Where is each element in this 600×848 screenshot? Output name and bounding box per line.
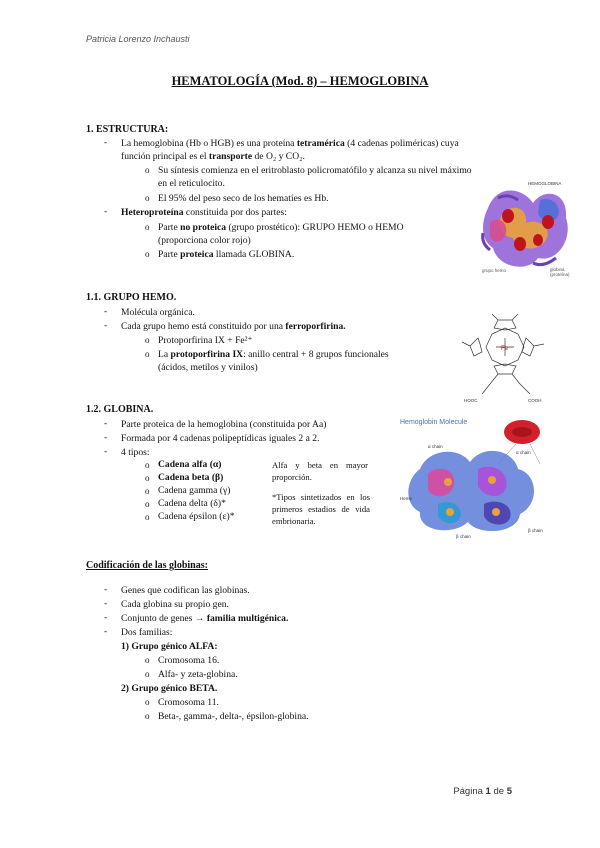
globin-type-item bbox=[145, 459, 265, 472]
image-label-alpha-chain-1: α chain bbox=[428, 444, 443, 449]
bullet-chromosome-11: Cromosoma 11. bbox=[158, 697, 219, 708]
paragraph-heteroprotein: Heteroproteína constituida por dos partes: bbox=[121, 207, 287, 218]
image-label-beta-chain-1: β chain bbox=[456, 534, 471, 539]
dash-marker: - bbox=[104, 137, 108, 148]
heme-hooc-label: HOOC bbox=[464, 398, 478, 403]
section-heading-estructura: 1. ESTRUCTURA: bbox=[86, 124, 169, 135]
bullet-marker: o bbox=[145, 249, 150, 259]
dash-four-types: 4 tipos: bbox=[121, 447, 150, 458]
bullet-marker: o bbox=[145, 193, 150, 203]
image-label-proteina: (proteína) bbox=[550, 272, 570, 277]
dash-gene-set: Conjunto de genes → familia multigénica. bbox=[121, 613, 289, 624]
globin-type-item bbox=[145, 472, 265, 485]
hemoglobin-structure-image bbox=[478, 178, 574, 278]
bullet-marker: o bbox=[145, 499, 150, 509]
dash-marker: - bbox=[104, 418, 108, 429]
bullet-marker: o bbox=[145, 460, 150, 470]
heme-chemical-structure-image bbox=[458, 310, 552, 408]
globin-types-list bbox=[145, 459, 265, 524]
globin-type-label: Cadena gamma (γ) bbox=[158, 485, 231, 496]
dash-two-families: Dos familias: bbox=[121, 627, 173, 638]
image-label-beta-chain-2: β chain bbox=[528, 528, 543, 533]
gene-group-beta: 2) Grupo génico BETA. bbox=[121, 683, 218, 694]
bullet-alfa-zeta: Alfa- y zeta-globina. bbox=[158, 669, 238, 680]
page-title: HEMATOLOGÍA (Mod. 8) – HEMOGLOBINA bbox=[171, 74, 429, 88]
globin-type-item bbox=[145, 485, 265, 498]
hemoglobin-molecule-image bbox=[398, 414, 560, 542]
bullet-marker: o bbox=[145, 655, 150, 665]
dash-organic-molecule: Molécula orgánica. bbox=[121, 307, 195, 318]
dash-genes-code: Genes que codifican las globinas. bbox=[121, 585, 250, 596]
dash-marker: - bbox=[104, 306, 108, 317]
bullet-protein: Parte proteica llamada GLOBINA. bbox=[158, 249, 295, 260]
dash-marker: - bbox=[104, 446, 108, 457]
image-label-globina: globina bbox=[550, 267, 565, 272]
bullet-protoporphyrin-desc-cont: (ácidos, metilos y vinilos) bbox=[158, 362, 258, 373]
bullet-dry-weight: El 95% del peso seco de los hematíes es Hb. bbox=[158, 193, 329, 204]
globin-type-label: Cadena alfa (α) bbox=[158, 459, 222, 470]
globin-type-label: Cadena beta (β) bbox=[158, 472, 224, 483]
dash-ferroporphyrin: Cada grupo hemo está constituido por una ferroporfirina. bbox=[121, 321, 346, 332]
bullet-marker: o bbox=[145, 222, 150, 232]
note-alpha-beta: Alfa y beta en mayor proporción. bbox=[272, 460, 368, 482]
page-number-footer: Página 1 de 5 bbox=[453, 786, 512, 797]
globin-type-item bbox=[145, 511, 265, 524]
page-header-author: Patricia Lorenzo Inchausti bbox=[86, 34, 190, 44]
image-label-grupo-hemo: grupo hemo bbox=[482, 268, 507, 273]
bullet-marker: o bbox=[145, 165, 150, 175]
heme-cooh-label: COOH bbox=[528, 398, 542, 403]
note-embryonic: *Tipos sintetizados en los primeros estadios de vida embrionaria. bbox=[272, 492, 370, 526]
section-heading-globina: 1.2. GLOBINA. bbox=[86, 404, 154, 415]
bullet-marker: o bbox=[145, 335, 150, 345]
bullet-synthesis-cont: en el reticulocito. bbox=[158, 178, 225, 189]
image-label-hemoglobina: HEMOGLOBINA bbox=[528, 181, 562, 186]
dash-globin-chains: Formada por 4 cadenas polipeptídicas iguales 2 a 2. bbox=[121, 433, 320, 444]
paragraph-hb-function: función principal es el transporte de O₂ y CO₂. bbox=[121, 151, 305, 162]
dash-marker: - bbox=[104, 626, 108, 637]
section-heading-grupo-hemo: 1.1. GRUPO HEMO. bbox=[86, 292, 177, 303]
bullet-beta-family: Beta-, gamma-, delta-, épsilon-globina. bbox=[158, 711, 309, 722]
heme-fe-label: Fe bbox=[501, 346, 509, 352]
dash-marker: - bbox=[104, 320, 108, 331]
bullet-protoporphyrin-desc: La protoporfirina IX: anillo central + 8 grupos funcionales bbox=[158, 349, 389, 360]
image-label-alpha-chain-2: α chain bbox=[516, 450, 531, 455]
dash-marker: - bbox=[104, 206, 108, 217]
bullet-marker: o bbox=[145, 486, 150, 496]
dash-own-gene: Cada globina su propio gen. bbox=[121, 599, 229, 610]
image-label-heme: Heme bbox=[400, 496, 413, 501]
section-heading-codificacion: Codificación de las globinas: bbox=[86, 560, 208, 571]
bullet-marker: o bbox=[145, 473, 150, 483]
bullet-protoporphyrin-fe: Protoporfirina IX + Fe²⁺ bbox=[158, 335, 253, 346]
globin-type-label: Cadena delta (δ)* bbox=[158, 498, 226, 509]
gene-group-alfa: 1) Grupo génico ALFA: bbox=[121, 641, 218, 652]
bullet-non-protein-cont: (proporciona color rojo) bbox=[158, 235, 251, 246]
bullet-marker: o bbox=[145, 669, 150, 679]
bullet-chromosome-16: Cromosoma 16. bbox=[158, 655, 220, 666]
bullet-marker: o bbox=[145, 697, 150, 707]
image-title-hemoglobin-molecule: Hemoglobin Molecule bbox=[400, 419, 468, 426]
bullet-marker: o bbox=[145, 711, 150, 721]
dash-globin-part: Parte proteica de la hemoglobina (constituida por Aa) bbox=[121, 419, 327, 430]
bullet-non-protein: Parte no proteica (grupo prostético): GRUPO HEMO o HEMO bbox=[158, 222, 404, 233]
globin-type-label: Cadena épsilon (ε)* bbox=[158, 511, 235, 522]
dash-marker: - bbox=[104, 612, 108, 623]
bullet-marker: o bbox=[145, 512, 150, 522]
globin-type-item bbox=[145, 498, 265, 511]
bullet-marker: o bbox=[145, 349, 150, 359]
paragraph-hb-definition: La hemoglobina (Hb o HGB) es una proteína tetramérica (4 cadenas poliméricas) cuya bbox=[121, 138, 459, 149]
dash-marker: - bbox=[104, 432, 108, 443]
dash-marker: - bbox=[104, 598, 108, 609]
dash-marker: - bbox=[104, 584, 108, 595]
bullet-synthesis: Su síntesis comienza en el eritroblasto policromatófilo y alcanza su nivel máximo bbox=[158, 165, 472, 176]
